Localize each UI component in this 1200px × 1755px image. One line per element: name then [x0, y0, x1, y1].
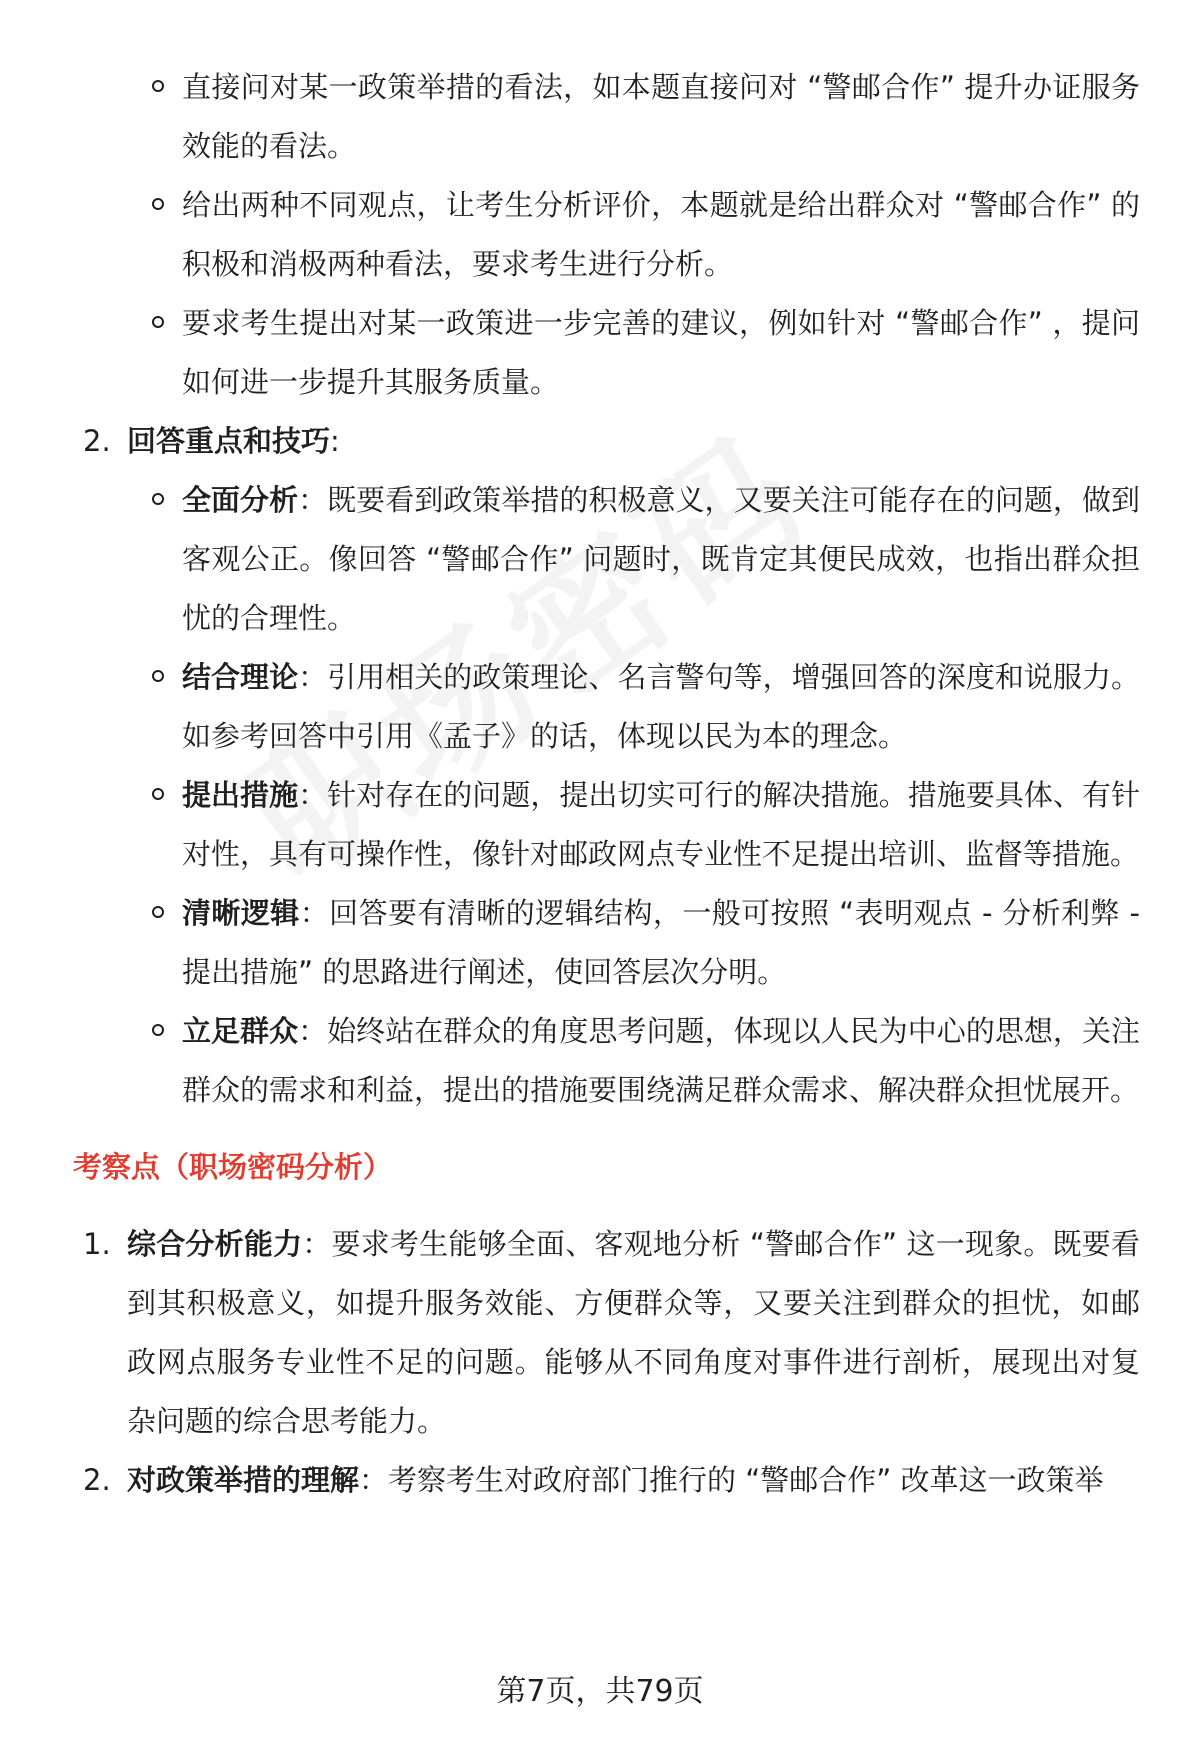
list-item-text: 给出两种不同观点，让考生分析评价，本题就是给出群众对 “警邮合作” 的积极和消极两种看法，要求考生进行分析。 [182, 188, 1140, 281]
numbered-item-answer-tips [83, 412, 1140, 471]
hollow-bullet-icon [152, 493, 164, 505]
hollow-bullet-icon [152, 316, 164, 328]
tip-text: ：针对存在的问题，提出切实可行的解决措施。措施要具体、有针对性，具有可操作性，像针对邮政网点专业性不足提出培训、监督等措施。 [182, 778, 1140, 871]
tip-text: ：始终站在群众的角度思考问题，体现以人民为中心的思想，关注群众的需求和利益，提出的措施要围绕满足群众需求、解决群众担忧展开。 [182, 1014, 1140, 1107]
hollow-bullet-icon [152, 198, 164, 210]
tip-title: 清晰逻辑 [182, 896, 300, 930]
list-item [182, 648, 1140, 766]
list-item [182, 176, 1140, 294]
hollow-bullet-icon [152, 670, 164, 682]
tip-title: 立足群众 [182, 1014, 299, 1048]
list-number: 2. [83, 424, 111, 458]
tip-text: ：回答要有清晰的逻辑结构，一般可按照 “表明观点 - 分析利弊 - 提出措施” 的思路进行阐述，使回答层次分明。 [182, 896, 1140, 989]
numbered-item [83, 1215, 1140, 1451]
numbered-item [83, 1451, 1140, 1510]
hollow-bullet-icon [152, 80, 164, 92]
item-heading: 回答重点和技巧 [127, 424, 331, 458]
tip-text: ：引用相关的政策理论、名言警句等，增强回答的深度和说服力。如参考回答中引用《孟子》的话，体现以民为本的理念。 [182, 660, 1140, 753]
list-item-text: 要求考生提出对某一政策进一步完善的建议，例如针对 “警邮合作” ，提问如何进一步提升其服务质量。 [182, 306, 1140, 399]
list-item [182, 1002, 1140, 1120]
list-item [182, 766, 1140, 884]
list-number: 2. [83, 1463, 111, 1497]
list-item-text: 直接问对某一政策举措的看法，如本题直接问对 “警邮合作” 提升办证服务效能的看法。 [182, 70, 1140, 163]
list-item [182, 294, 1140, 412]
section-heading: 考察点（职场密码分析） [73, 1150, 393, 1184]
tip-title: 结合理论 [182, 660, 299, 694]
list-item [182, 471, 1140, 648]
hollow-bullet-icon [152, 788, 164, 800]
point-title: 综合分析能力 [127, 1227, 303, 1261]
tip-title: 提出措施 [182, 778, 299, 812]
item-colon: : [330, 424, 340, 458]
point-text: ：考察考生对政府部门推行的 “警邮合作” 改革这一政策举 [359, 1463, 1104, 1497]
list-number: 1. [83, 1227, 111, 1261]
hollow-bullet-icon [152, 906, 164, 918]
hollow-bullet-icon [152, 1024, 164, 1036]
list-item [182, 58, 1140, 176]
point-title: 对政策举措的理解 [127, 1463, 360, 1497]
page-number: 第7页，共79页 [496, 1674, 704, 1709]
tip-title: 全面分析 [182, 483, 299, 517]
list-item [182, 884, 1140, 1002]
document-body [0, 58, 1200, 1510]
point-text: ：要求考生能够全面、客观地分析 “警邮合作” 这一现象。既要看到其积极意义，如提升服务效能、方便群众等，又要关注到群众的担忧，如邮政网点服务专业性不足的问题。能够从不同角度对事件进行剖析，展现出对复杂问题的综合思考能力。 [127, 1227, 1140, 1438]
tip-text: ：既要看到政策举措的积极意义，又要关注可能存在的问题，做到客观公正。像回答 “警邮合作” 问题时，既肯定其便民成效，也指出群众担忧的合理性。 [182, 483, 1140, 635]
